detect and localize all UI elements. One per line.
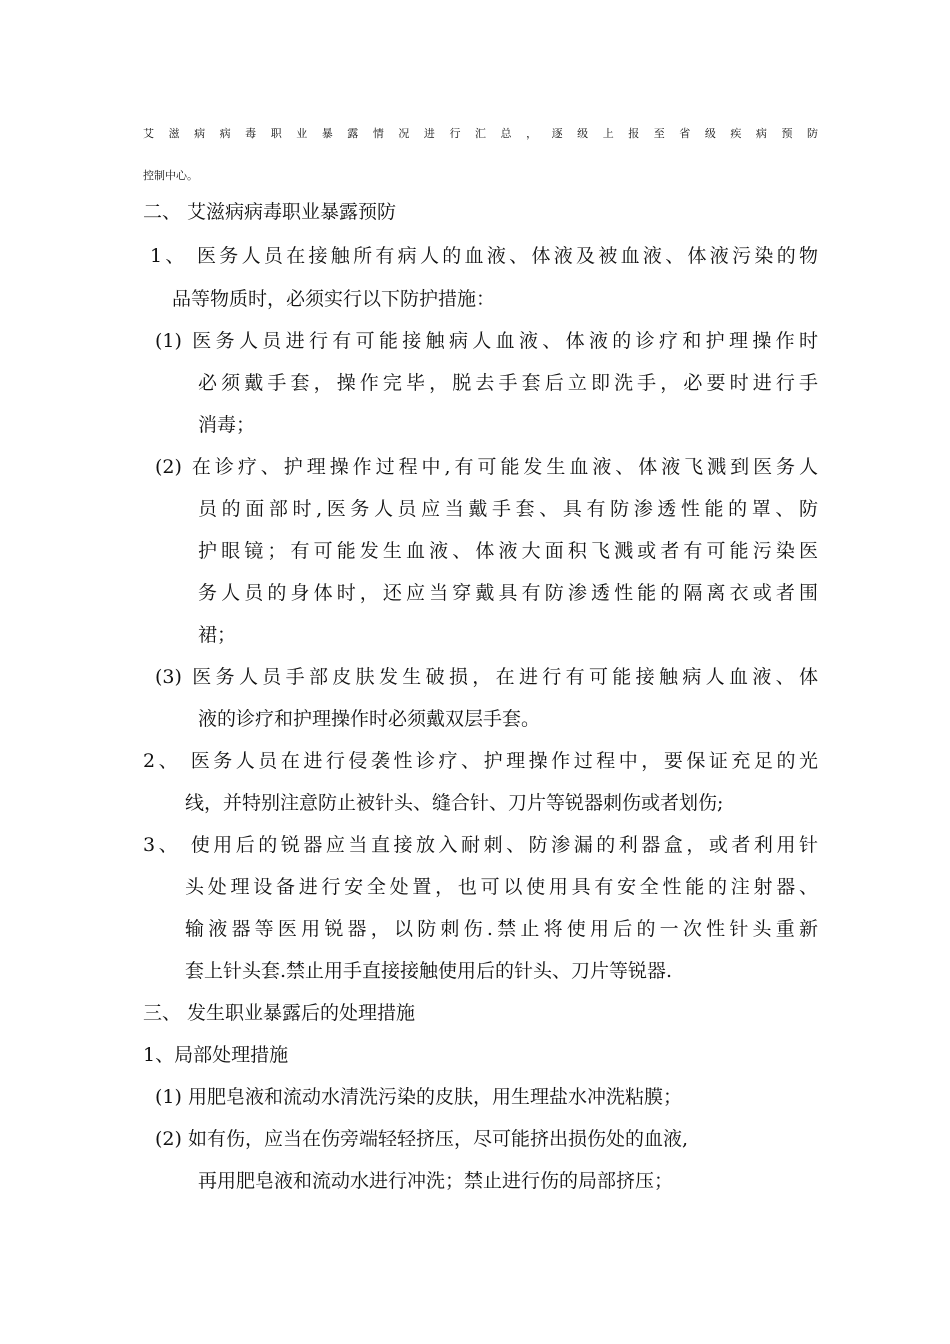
paragraph-line: 套上针头套.禁止用手直接接触使用后的针头、刀片等锐器. xyxy=(185,960,673,982)
subsection-heading: 1、局部处理措施 xyxy=(143,1044,289,1066)
paragraph-line: 品等物质时，必须实行以下防护措施： xyxy=(172,288,496,310)
paragraph-line: 消毒； xyxy=(198,414,256,436)
paragraph-line: (2) 在诊疗、护理操作过程中,有可能发生血液、体液飞溅到医务人 xyxy=(155,456,818,478)
paragraph-line: 再用肥皂液和流动水进行冲洗；禁止进行伤的局部挤压； xyxy=(198,1170,674,1192)
paragraph-line: 艾滋病病毒职业暴露情况进行汇总，逐级上报至省级疾病预防 xyxy=(143,127,818,140)
paragraph-line: 务人员的身体时，还应当穿戴具有防渗透性能的隔离衣或者围 xyxy=(198,582,818,604)
paragraph-line: 必须戴手套，操作完毕，脱去手套后立即洗手，必要时进行手 xyxy=(198,372,818,394)
paragraph-line: 2、 医务人员在进行侵袭性诊疗、护理操作过程中，要保证充足的光 xyxy=(143,750,818,772)
paragraph-line: 线，并特别注意防止被针头、缝合针、刀片等锐器刺伤或者划伤; xyxy=(185,792,724,814)
paragraph-line: (2) 如有伤，应当在伤旁端轻轻挤压，尽可能挤出损伤处的血液, xyxy=(155,1128,688,1150)
paragraph-line: 护眼镜；有可能发生血液、体液大面积飞溅或者有可能污染医 xyxy=(198,540,818,562)
paragraph-line: 员的面部时,医务人员应当戴手套、具有防渗透性能的罩、防 xyxy=(198,498,818,520)
paragraph-line: 1、 医务人员在接触所有病人的血液、体液及被血液、体液污染的物 xyxy=(150,245,818,267)
paragraph-line: 3、 使用后的锐器应当直接放入耐刺、防渗漏的利器盒，或者利用针 xyxy=(143,834,818,856)
paragraph-line: (1) 用肥皂液和流动水清洗污染的皮肤，用生理盐水冲洗粘膜； xyxy=(155,1086,682,1108)
section-heading: 三、 发生职业暴露后的处理措施 xyxy=(143,1002,416,1024)
paragraph-line: 液的诊疗和护理操作时必须戴双层手套。 xyxy=(198,708,541,730)
paragraph-line: 输液器等医用锐器，以防刺伤.禁止将使用后的一次性针头重新 xyxy=(185,918,818,940)
paragraph-line: (3) 医务人员手部皮肤发生破损，在进行有可能接触病人血液、体 xyxy=(155,666,818,688)
section-heading: 二、 艾滋病病毒职业暴露预防 xyxy=(143,201,397,223)
paragraph-line: 头处理设备进行安全处置，也可以使用具有安全性能的注射器、 xyxy=(185,876,818,898)
paragraph-line: (1) 医务人员进行有可能接触病人血液、体液的诊疗和护理操作时 xyxy=(155,330,818,352)
paragraph-line: 裙； xyxy=(198,624,237,646)
paragraph-line: 控制中心。 xyxy=(143,169,198,182)
